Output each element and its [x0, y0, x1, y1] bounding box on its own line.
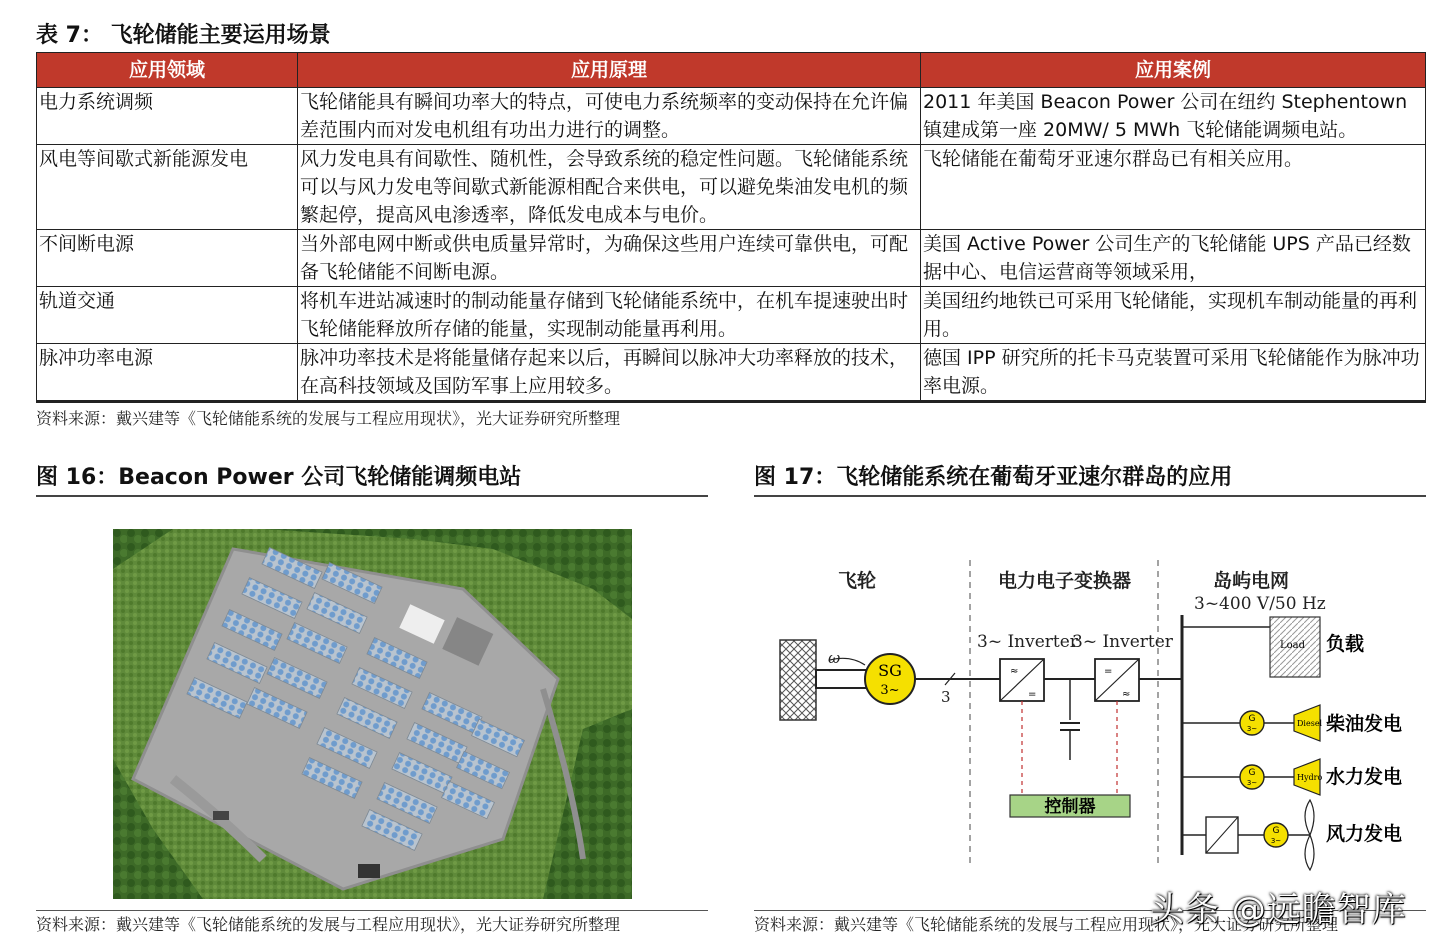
hydro-box-label: Hydro — [1297, 773, 1323, 782]
cell-principle: 当外部电网中断或供电质量异常时，为确保这些用户连续可靠供电，可配备飞轮储能不间断电源。 — [298, 230, 921, 287]
watermark: 头条 @远瞻智库 — [1150, 890, 1407, 930]
hydro-g-phase: 3~ — [1246, 779, 1258, 787]
header-field: 应用领域 — [37, 53, 298, 88]
wind-label: 风力发电 — [1326, 823, 1403, 845]
application-table — [36, 52, 1426, 403]
fig16-rule — [36, 495, 708, 497]
cell-field: 轨道交通 — [37, 287, 298, 344]
fig16-title: 图 16：Beacon Power 公司飞轮储能调频电站 — [36, 465, 522, 490]
table-title: 表 7： 飞轮储能主要运用场景 — [36, 23, 331, 48]
cell-case: 美国 Active Power 公司生产的飞轮储能 UPS 产品已经数据中心、电信运营商等领域采用， — [921, 230, 1426, 287]
cell-principle: 风力发电具有间歇性、随机性，会导致系统的稳定性问题。飞轮储能系统可以与风力发电等间歇式新能源相配合来供电，可以避免柴油发电机的频繁起停，提高风电渗透率，降低发电成本与电价。 — [298, 145, 921, 230]
fig17-source: 资料来源：戴兴建等《飞轮储能系统的发展与工程应用现状》，光大证券研究所整理 — [754, 915, 1339, 934]
table-row — [37, 344, 1426, 402]
diesel-g-phase: 3~ — [1246, 725, 1258, 733]
wind-g-label: G — [1272, 826, 1280, 836]
label-phase-count: 3 — [941, 688, 951, 706]
wind-g-phase: 3~ — [1270, 837, 1282, 845]
hydro-label: 水力发电 — [1326, 766, 1403, 788]
cell-principle: 脉冲功率技术是将能量储存起来以后，再瞬间以脉冲大功率释放的技术，在高科技领域及国防军事上应用较多。 — [298, 344, 921, 402]
cell-case: 飞轮储能在葡萄牙亚速尔群岛已有相关应用。 — [921, 145, 1426, 230]
inverter-1-dc-symbol: = — [1028, 689, 1037, 700]
table-row — [37, 88, 1426, 145]
table-row — [37, 230, 1426, 287]
cell-field: 脉冲功率电源 — [37, 344, 298, 402]
load-label: 负载 — [1326, 633, 1365, 655]
diesel-box-label: Diesel — [1297, 719, 1323, 728]
inverter-2-ac-symbol: ≈ — [1122, 689, 1131, 700]
flywheel-station-photo — [113, 529, 632, 899]
inverter-2-dc-symbol: = — [1104, 666, 1113, 677]
cell-field: 不间断电源 — [37, 230, 298, 287]
diesel-label: 柴油发电 — [1326, 713, 1403, 735]
cell-case: 美国纽约地铁已可采用飞轮储能，实现机车制动能量的再利用。 — [921, 287, 1426, 344]
label-flywheel: 飞轮 — [838, 570, 877, 592]
load-box-label: Load — [1280, 640, 1306, 651]
table-source: 资料来源：戴兴建等《飞轮储能系统的发展与工程应用现状》，光大证券研究所整理 — [36, 409, 621, 428]
table-row — [37, 287, 1426, 344]
fig17-title: 图 17：飞轮储能系统在葡萄牙亚速尔群岛的应用 — [754, 465, 1233, 490]
label-converter: 电力电子变换器 — [998, 570, 1132, 592]
azores-flywheel-diagram — [770, 545, 1420, 880]
cell-principle: 飞轮储能具有瞬间功率大的特点，可使电力系统频率的变动保持在允许偏差范围内而对发电机组有功出力进行的调整。 — [298, 88, 921, 145]
label-grid: 岛屿电网 — [1213, 570, 1290, 592]
fig16-source: 资料来源：戴兴建等《飞轮储能系统的发展与工程应用现状》，光大证券研究所整理 — [36, 915, 621, 934]
hydro-g-label: G — [1248, 768, 1256, 778]
label-omega: ω — [828, 649, 841, 667]
flywheel-block — [780, 640, 816, 720]
cell-case: 2011 年美国 Beacon Power 公司在纽约 Stephentown 镇建成第一座 20MW/ 5 MWh 飞轮储能调频电站。 — [921, 88, 1426, 145]
cell-case: 德国 IPP 研究所的托卡马克装置可采用飞轮储能作为脉冲功率电源。 — [921, 344, 1426, 402]
table-header-row — [37, 53, 1426, 88]
sg-phase-label: 3~ — [880, 683, 900, 698]
header-case: 应用案例 — [921, 53, 1426, 88]
cell-field: 风电等间歇式新能源发电 — [37, 145, 298, 230]
label-grid-spec: 3~400 V/50 Hz — [1194, 594, 1326, 614]
cell-principle: 将机车进站减速时的制动能量存储到飞轮储能系统中，在机车提速驶出时飞轮储能释放所存储的能量，实现制动能量再利用。 — [298, 287, 921, 344]
diesel-g-label: G — [1248, 714, 1256, 724]
controller-label: 控制器 — [1044, 797, 1096, 817]
label-inverter-1: 3~ Inverter — [977, 632, 1078, 652]
label-inverter-2: 3~ Inverter — [1072, 632, 1173, 652]
inverter-1-ac-symbol: ≈ — [1010, 666, 1019, 677]
cell-field: 电力系统调频 — [37, 88, 298, 145]
table-row — [37, 145, 1426, 230]
fig17-rule — [754, 495, 1426, 497]
fig16-source-rule — [36, 910, 708, 911]
header-principle: 应用原理 — [298, 53, 921, 88]
sg-label: SG — [878, 661, 902, 680]
